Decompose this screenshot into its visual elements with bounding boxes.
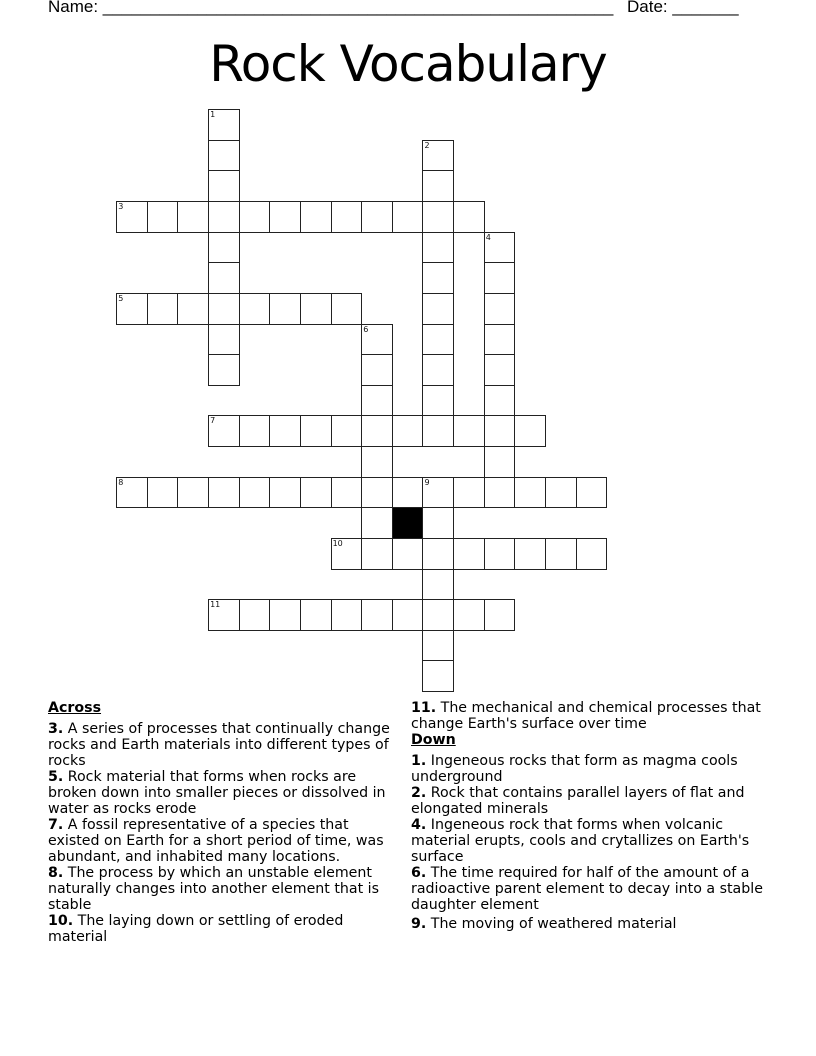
crossword-cell[interactable] (422, 507, 454, 539)
crossword-cell[interactable] (453, 599, 485, 631)
crossword-cell[interactable] (269, 415, 301, 447)
clue-number: 6. (411, 865, 427, 881)
crossword-cell[interactable] (208, 140, 240, 172)
clue-across-11 (411, 700, 771, 732)
crossword-cell[interactable] (208, 201, 240, 233)
clue-text: Ingeneous rock that forms when volcanic material erupts, cools and crytallizes on Earth's surface (411, 817, 750, 865)
clue-number: 2. (411, 785, 427, 801)
crossword-cell[interactable] (422, 232, 454, 264)
crossword-cell[interactable] (361, 599, 393, 631)
clue-number: 4. (411, 817, 427, 833)
crossword-cell[interactable] (422, 354, 454, 386)
crossword-cell[interactable] (331, 477, 363, 509)
name-field-label: Name: ______________________________________________________ (48, 0, 614, 16)
down-heading: Down (411, 732, 456, 748)
crossword-cell[interactable] (453, 201, 485, 233)
clues-right-column (411, 700, 771, 932)
clue-across-3 (48, 721, 400, 769)
clue-across-5 (48, 769, 400, 817)
crossword-cell[interactable] (361, 324, 393, 356)
crossword-cell[interactable] (208, 477, 240, 509)
clue-number: 7. (48, 817, 64, 833)
crossword-cell[interactable] (422, 293, 454, 325)
clue-number: 1. (411, 753, 427, 769)
crossword-cell[interactable] (392, 599, 424, 631)
crossword-cell[interactable] (484, 477, 516, 509)
crossword-cell[interactable] (361, 538, 393, 570)
crossword-cell[interactable] (300, 293, 332, 325)
crossword-cell[interactable] (300, 201, 332, 233)
crossword-cell[interactable] (453, 415, 485, 447)
crossword-cell[interactable] (361, 507, 393, 539)
clue-number-label: 6 (363, 324, 369, 334)
crossword-cell[interactable] (300, 477, 332, 509)
clue-text: A series of processes that continually change rocks and Earth materials into different types of rocks (48, 721, 390, 769)
clue-number: 5. (48, 769, 64, 785)
crossword-cell[interactable] (331, 415, 363, 447)
clue-text: Rock that contains parallel layers of flat and elongated minerals (411, 785, 745, 817)
date-field-label: Date: _______ (627, 0, 739, 16)
crossword-cell[interactable] (361, 354, 393, 386)
crossword-cell[interactable] (484, 293, 516, 325)
page-title: Rock Vocabulary (209, 35, 607, 93)
crossword-cell[interactable] (177, 293, 209, 325)
crossword-cell[interactable] (422, 170, 454, 202)
crossword-black-cell (392, 507, 424, 539)
crossword-cell[interactable] (422, 415, 454, 447)
crossword-cell[interactable] (514, 477, 546, 509)
crossword-cell[interactable] (361, 385, 393, 417)
clue-number-label: 10 (332, 538, 343, 548)
crossword-cell[interactable] (269, 201, 301, 233)
crossword-cell[interactable] (453, 477, 485, 509)
crossword-cell[interactable] (361, 201, 393, 233)
crossword-cell[interactable] (514, 415, 546, 447)
crossword-cell[interactable] (422, 477, 454, 509)
crossword-cell[interactable] (484, 262, 516, 294)
crossword-cell[interactable] (147, 477, 179, 509)
crossword-cell[interactable] (177, 477, 209, 509)
clue-number: 11. (411, 700, 437, 716)
crossword-cell[interactable] (239, 477, 271, 509)
crossword-cell[interactable] (422, 324, 454, 356)
crossword-cell[interactable] (239, 293, 271, 325)
crossword-cell[interactable] (239, 599, 271, 631)
crossword-cell[interactable] (484, 599, 516, 631)
clue-text: Rock material that forms when rocks are broken down into smaller pieces or dissolved in water as rocks erode (48, 769, 386, 817)
crossword-cell[interactable] (361, 415, 393, 447)
crossword-cell[interactable] (331, 599, 363, 631)
crossword-cell[interactable] (422, 262, 454, 294)
crossword-cell[interactable] (422, 599, 454, 631)
crossword-cell[interactable] (331, 293, 363, 325)
crossword-cell[interactable] (576, 477, 608, 509)
crossword-cell[interactable] (116, 293, 148, 325)
clue-number-label: 7 (210, 416, 216, 426)
crossword-cell[interactable] (208, 599, 240, 631)
crossword-cell[interactable] (300, 415, 332, 447)
across-heading: Across (48, 700, 102, 716)
clue-number-label: 11 (210, 600, 221, 610)
crossword-cell[interactable] (269, 477, 301, 509)
clue-number-label: 1 (210, 110, 216, 120)
clue-number-label: 3 (118, 202, 124, 212)
crossword-cell[interactable] (514, 538, 546, 570)
crossword-cell[interactable] (545, 538, 577, 570)
clue-text: The laying down or settling of eroded material (48, 913, 344, 945)
crossword-cell[interactable] (422, 201, 454, 233)
crossword-cell[interactable] (300, 599, 332, 631)
crossword-cell[interactable] (208, 170, 240, 202)
clue-number-label: 9 (424, 477, 430, 487)
crossword-cell[interactable] (147, 201, 179, 233)
crossword-cell[interactable] (116, 201, 148, 233)
clue-down-6 (411, 865, 771, 913)
crossword-cell[interactable] (208, 354, 240, 386)
crossword-cell[interactable] (422, 630, 454, 662)
crossword-cell[interactable] (331, 201, 363, 233)
crossword-cell[interactable] (239, 201, 271, 233)
crossword-cell[interactable] (453, 538, 485, 570)
crossword-cell[interactable] (392, 415, 424, 447)
crossword-cell[interactable] (208, 324, 240, 356)
clue-number: 9. (411, 916, 427, 932)
crossword-cell[interactable] (484, 385, 516, 417)
clue-text: The process by which an unstable element naturally changes into another element that is stable (48, 865, 380, 913)
clue-down-9 (411, 916, 771, 932)
clue-across-8 (48, 865, 400, 913)
crossword-cell[interactable] (208, 415, 240, 447)
crossword-cell[interactable] (208, 109, 240, 141)
clues-left-column (48, 700, 400, 945)
crossword-cell[interactable] (361, 446, 393, 478)
clue-number: 3. (48, 721, 64, 737)
crossword-grid (117, 110, 637, 700)
clue-text: Ingeneous rocks that form as magma cools underground (411, 753, 738, 785)
clue-number-label: 8 (118, 477, 124, 487)
crossword-cell[interactable] (392, 201, 424, 233)
clue-number-label: 5 (118, 293, 124, 303)
clue-number: 8. (48, 865, 64, 881)
crossword-cell[interactable] (422, 140, 454, 172)
clue-text: The mechanical and chemical processes that change Earth's surface over time (411, 700, 761, 732)
clue-text: The time required for half of the amount of a radioactive parent element to decay into a stable daughter element (411, 865, 763, 913)
crossword-cell[interactable] (269, 599, 301, 631)
clue-down-1 (411, 753, 771, 785)
clue-across-10 (48, 913, 400, 945)
clue-text: A fossil representative of a species that existed on Earth for a short period of time, was abundant, and inhabited many locations. (48, 817, 384, 865)
crossword-cell[interactable] (484, 538, 516, 570)
crossword-cell[interactable] (484, 446, 516, 478)
crossword-cell[interactable] (239, 415, 271, 447)
clue-down-4 (411, 817, 771, 865)
crossword-cell[interactable] (361, 477, 393, 509)
crossword-cell[interactable] (392, 538, 424, 570)
clue-number-label: 2 (424, 140, 430, 150)
crossword-cell[interactable] (545, 477, 577, 509)
crossword-cell[interactable] (484, 354, 516, 386)
crossword-cell[interactable] (484, 324, 516, 356)
clue-down-2 (411, 785, 771, 817)
crossword-cell[interactable] (208, 262, 240, 294)
crossword-cell[interactable] (269, 293, 301, 325)
clue-across-7 (48, 817, 400, 865)
clue-text: The moving of weathered material (426, 916, 677, 932)
crossword-cell[interactable] (422, 538, 454, 570)
crossword-cell[interactable] (422, 660, 454, 692)
crossword-cell[interactable] (116, 477, 148, 509)
crossword-cell[interactable] (331, 538, 363, 570)
crossword-cell[interactable] (208, 232, 240, 264)
crossword-cell[interactable] (177, 201, 209, 233)
crossword-cell[interactable] (484, 415, 516, 447)
crossword-cell[interactable] (422, 569, 454, 601)
crossword-cell[interactable] (147, 293, 179, 325)
crossword-cell[interactable] (484, 232, 516, 264)
crossword-cell[interactable] (208, 293, 240, 325)
crossword-cell[interactable] (422, 385, 454, 417)
crossword-cell[interactable] (576, 538, 608, 570)
clue-number-label: 4 (485, 232, 491, 242)
clue-number: 10. (48, 913, 74, 929)
crossword-cell[interactable] (392, 477, 424, 509)
